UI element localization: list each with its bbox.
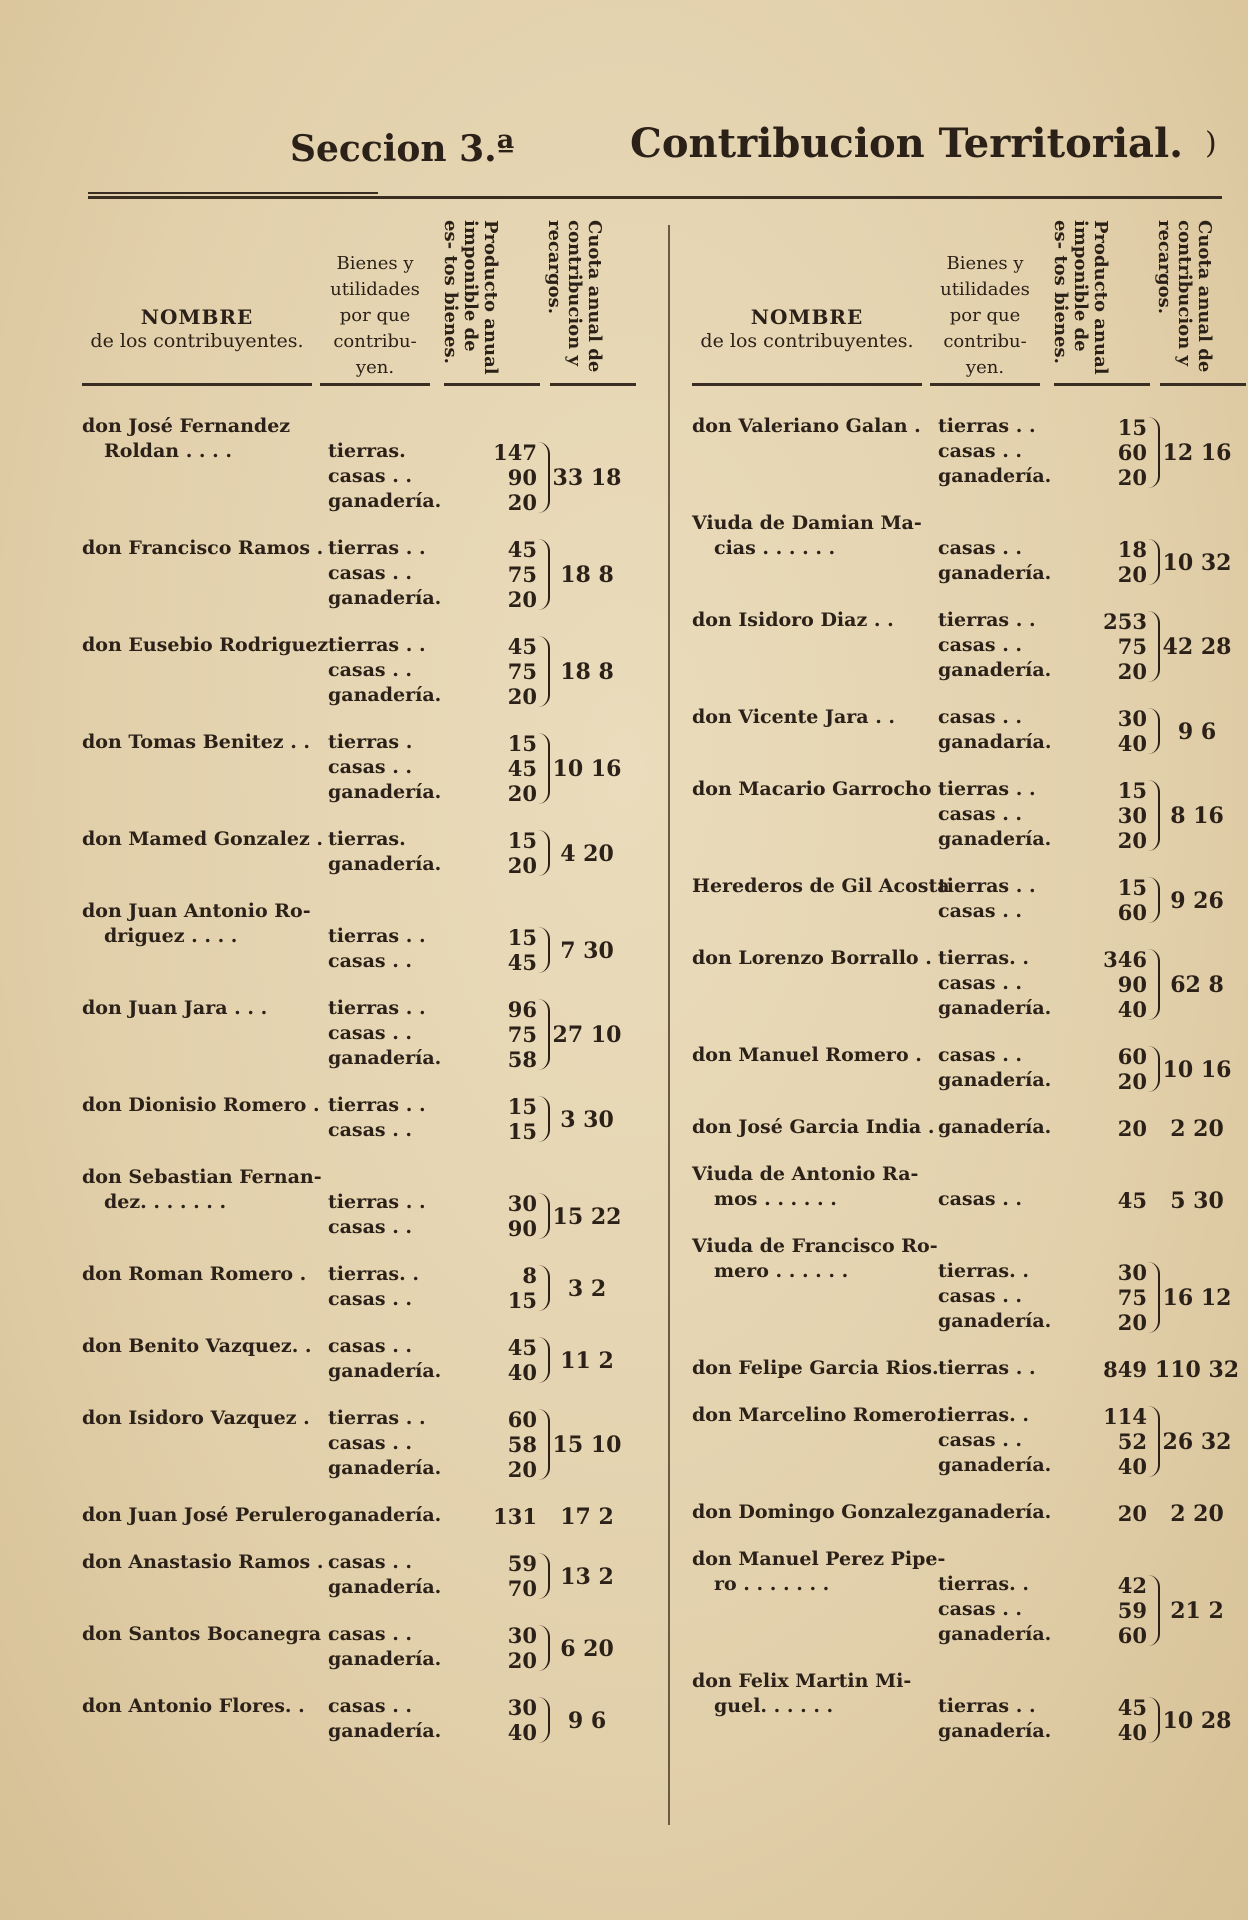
bienes-type: casas . . [328,1119,413,1141]
cuota-value: 110 32 [1154,1357,1240,1383]
header-rule [88,196,1222,199]
bienes-type: tierras . . [328,1407,426,1429]
bienes-type: casas . . [328,465,413,487]
producto-value: 30 [507,1623,537,1648]
cuota-value: 9 26 [1170,887,1224,914]
contributor-name: cias . . . . . . [714,537,836,559]
cuota-value: 6 20 [560,1635,614,1662]
producto-value: 30 [507,1695,537,1720]
bienes-type: tierras . . [938,778,1036,800]
producto-value: 20 [507,587,537,612]
contributor-entry [82,1263,642,1313]
cuota-value: 10 16 [552,756,622,782]
cuota-value: 42 28 [1162,634,1232,660]
producto-value: 59 [507,1551,537,1576]
cuota-value: 12 16 [1162,440,1232,466]
contributor-name: don Manuel Perez Pipe- [692,1548,946,1570]
contributor-entry [82,1335,642,1385]
bienes-type: ganadería. [328,1504,442,1526]
contributor-name: don Francisco Ramos . [82,537,324,559]
producto-value: 40 [507,1720,537,1745]
cuota-value: 3 2 [567,1275,607,1302]
producto-value: 58 [507,1047,537,1072]
producto-value: 75 [1117,634,1147,659]
producto-value: 60 [1117,440,1147,465]
producto-value: 20 [507,490,537,515]
bienes-type: ganadería. [328,1648,442,1670]
producto-value: 15 [1117,778,1147,803]
cuota-value: 33 18 [552,465,622,491]
bienes-header: Bienes y utilidades por que contribu- yen. [330,253,420,378]
contributor-name: mero . . . . . . [714,1260,849,1282]
producto-value: 20 [1117,828,1147,853]
producto-value: 40 [1117,1454,1147,1479]
name-header-bottom: de los contribuyentes. [90,330,304,352]
contributor-entry [82,1551,642,1601]
contributor-name: don Manuel Romero . [692,1044,922,1066]
section-label: Seccion 3.ª [290,128,515,170]
contributor-entry [82,1504,642,1529]
bienes-type: casas . . [938,1188,1023,1210]
bienes-header: Bienes y utilidades por que contribu- yen. [940,253,1030,378]
producto-value: 20 [1117,1310,1147,1335]
contributor-name: don Anastasio Ramos . [82,1551,324,1573]
producto-value: 45 [507,950,537,975]
page-title: Contribucion Territorial. [630,120,1184,167]
contributor-entry [692,512,1248,587]
contributor-name: don Isidoro Diaz . . [692,609,894,631]
bienes-type: ganadería. [938,1623,1052,1645]
producto-value: 40 [507,1360,537,1385]
producto-value: 20 [1117,1501,1147,1526]
producto-value: 15 [1117,415,1147,440]
cuota-value: 15 10 [552,1432,622,1458]
cuota-value: 9 6 [567,1707,607,1734]
contributor-entry [82,415,642,515]
bienes-type: casas . . [938,1044,1023,1066]
producto-value: 18 [1117,537,1147,562]
cuota-value: 9 6 [1177,718,1217,745]
bienes-type: tierras . . [938,415,1036,437]
producto-value: 20 [507,1457,537,1482]
producto-value: 45 [1117,1188,1147,1213]
contributor-entry [692,778,1248,853]
bienes-type: ganadería. [938,1310,1052,1332]
producto-value: 253 [1103,609,1147,634]
table-header [692,215,1248,385]
bienes-type: casas . . [328,659,413,681]
header-underline [550,383,636,386]
producto-value: 15 [507,828,537,853]
header-underline [1160,383,1246,386]
cuota-value: 13 2 [560,1563,614,1590]
contributor-entry [692,415,1248,490]
cuota-value: 16 12 [1162,1285,1232,1311]
bienes-type: tierras . . [328,1191,426,1213]
producto-value: 20 [1117,659,1147,684]
table-header [82,215,642,385]
contributor-name: don Isidoro Vazquez . [82,1407,310,1429]
contributor-name: don Roman Romero . [82,1263,307,1285]
bienes-type: casas . . [938,972,1023,994]
header-underline [444,383,540,386]
producto-value: 60 [1117,900,1147,925]
contributor-name: don Domingo Gonzalez [692,1501,938,1523]
producto-value: 20 [507,853,537,878]
producto-value: 849 [1103,1357,1147,1382]
producto-header: Producto anual imponible de es- tos bienes. [440,220,501,375]
producto-value: 30 [1117,706,1147,731]
bienes-type: ganadería. [328,1576,442,1598]
producto-value: 60 [507,1407,537,1432]
header-underline [1054,383,1150,386]
bienes-type: ganadería. [938,828,1052,850]
bienes-type: casas . . [328,1288,413,1310]
producto-value: 131 [493,1504,537,1529]
header-underline [82,383,312,386]
bienes-type: tierras. [328,828,406,850]
cuota-value: 26 32 [1162,1429,1232,1455]
bienes-type: ganadería. [938,1501,1052,1523]
producto-value: 346 [1103,947,1147,972]
contributor-name: mos . . . . . . [714,1188,837,1210]
producto-value: 58 [507,1432,537,1457]
contributor-entry [692,1044,1248,1094]
contributor-name: don Lorenzo Borrallo . [692,947,932,969]
cuota-value: 3 30 [560,1106,614,1133]
contributor-name: ro . . . . . . . [714,1573,830,1595]
contributor-name: don Felipe Garcia Rios. [692,1357,939,1379]
producto-value: 20 [507,684,537,709]
bienes-type: casas . . [938,1598,1023,1620]
contributor-entry [692,1357,1248,1382]
bienes-type: tierras . . [938,875,1036,897]
contributor-entry [82,731,642,806]
producto-value: 30 [1117,803,1147,828]
bienes-type: casas . . [938,1285,1023,1307]
bienes-type: ganadería. [328,1457,442,1479]
contributor-entry [82,1166,642,1241]
contributor-name: don Juan Antonio Ro- [82,900,311,922]
bienes-type: tierras. . [938,1573,1029,1595]
bienes-type: tierras . . [328,537,426,559]
header-underline [930,383,1040,386]
bienes-type: tierras. . [938,1404,1029,1426]
producto-value: 15 [507,1288,537,1313]
contributor-name: don Macario Garrocho [692,778,932,800]
contributor-entry [692,1163,1248,1213]
producto-value: 52 [1117,1429,1147,1454]
contributor-name: Viuda de Antonio Ra- [692,1163,919,1185]
header-rule-short [88,192,378,194]
producto-value: 30 [507,1191,537,1216]
contributor-name: driguez . . . . [104,925,238,947]
bienes-type: tierras . . [938,1695,1036,1717]
cuota-header: Cuota anual de contribucion y recargos. [544,220,605,373]
name-header-top: NOMBRE [140,305,254,329]
producto-value: 114 [1103,1404,1147,1429]
producto-value: 20 [1117,562,1147,587]
producto-value: 59 [1117,1598,1147,1623]
contributor-name: don Juan Jara . . . [82,997,268,1019]
contributor-entry [82,828,642,878]
bienes-type: ganadería. [328,853,442,875]
producto-header: Producto anual imponible de es- tos bienes. [1050,220,1111,375]
bienes-type: tierras . . [938,609,1036,631]
bienes-type: ganadería. [328,490,442,512]
contributor-entry [82,997,642,1072]
contributor-entry [692,1235,1248,1335]
bienes-type: ganadería. [328,1720,442,1742]
producto-value: 45 [507,756,537,781]
contributor-entry [692,1501,1248,1526]
contributor-entry [692,706,1248,756]
contributor-name: don Valeriano Galan . [692,415,921,437]
bienes-type: tierras . [328,731,413,753]
page-mark: ) [1205,126,1217,161]
contributor-name: don Sebastian Fernan- [82,1166,322,1188]
producto-value: 45 [1117,1695,1147,1720]
contributor-name: Viuda de Damian Ma- [692,512,922,534]
producto-value: 40 [1117,1720,1147,1745]
contributor-entry [692,1670,1248,1745]
producto-value: 30 [1117,1260,1147,1285]
contributor-entry [82,1407,642,1482]
header-underline [692,383,922,386]
producto-value: 8 [522,1263,537,1288]
cuota-value: 15 22 [552,1203,622,1230]
bienes-type: casas . . [328,562,413,584]
cuota-value: 4 20 [560,840,614,867]
cuota-value: 7 30 [560,937,614,964]
producto-value: 15 [1117,875,1147,900]
producto-value: 42 [1117,1573,1147,1598]
bienes-type: ganadería. [328,1047,442,1069]
bienes-type: casas . . [938,440,1023,462]
bienes-type: ganadería. [328,1360,442,1382]
cuota-value: 10 16 [1162,1056,1232,1083]
producto-value: 15 [507,1094,537,1119]
producto-value: 90 [1117,972,1147,997]
bienes-type: tierras . . [328,997,426,1019]
name-header-top: NOMBRE [750,305,864,329]
producto-value: 147 [493,440,537,465]
producto-value: 15 [507,731,537,756]
bienes-type: casas . . [328,1432,413,1454]
contributor-name: don Tomas Benitez . . [82,731,311,753]
contributor-entry [82,537,642,612]
cuota-value: 62 8 [1170,972,1224,998]
contributor-name: don José Fernandez [82,415,291,437]
producto-value: 15 [507,925,537,950]
bienes-type: ganadería. [328,587,442,609]
bienes-type: ganadería. [938,997,1052,1019]
contributor-entry [82,900,642,975]
cuota-value: 2 20 [1170,1116,1224,1142]
page-header [0,118,1248,178]
contributor-entry [692,875,1248,925]
bienes-type: ganadaría. [938,731,1052,753]
bienes-type: tierras . . [328,925,426,947]
bienes-type: tierras. . [328,1263,419,1285]
right-column [692,215,1248,1795]
header-underline [320,383,430,386]
cuota-value: 8 16 [1170,803,1224,829]
cuota-value: 11 2 [560,1347,614,1374]
contributor-name: don Juan José Perulero [82,1504,327,1526]
cuota-value: 21 2 [1170,1598,1224,1624]
producto-value: 40 [1117,731,1147,756]
contributor-name: don Vicente Jara . . [692,706,896,728]
producto-value: 90 [507,1216,537,1241]
contributor-name: don Santos Bocanegra . [82,1623,335,1645]
producto-value: 75 [507,1022,537,1047]
bienes-type: casas . . [938,900,1023,922]
producto-value: 20 [1117,1116,1147,1141]
cuota-value: 2 20 [1170,1501,1224,1527]
contributor-entry [82,1695,642,1745]
name-header [692,305,922,353]
cuota-value: 18 8 [560,562,614,588]
bienes-type: tierras . . [938,1357,1036,1379]
producto-value: 40 [1117,997,1147,1022]
producto-value: 75 [507,562,537,587]
producto-value: 60 [1117,1623,1147,1648]
producto-value: 15 [507,1119,537,1144]
cuota-value: 10 32 [1162,549,1232,576]
name-header [82,305,312,353]
bienes-type: casas . . [328,1551,413,1573]
contributor-name: Viuda de Francisco Ro- [692,1235,938,1257]
cuota-value: 27 10 [552,1022,622,1048]
bienes-type: casas . . [938,537,1023,559]
bienes-type: tierras. [328,440,406,462]
producto-value: 75 [507,659,537,684]
contributor-entry [692,1548,1248,1648]
producto-value: 45 [507,1335,537,1360]
cuota-value: 18 8 [560,659,614,685]
cuota-value: 17 2 [560,1504,614,1530]
contributor-name: don Mamed Gonzalez . [82,828,323,850]
bienes-type: casas . . [328,1216,413,1238]
contributor-name: dez. . . . . . . [104,1191,227,1213]
bienes-type: casas . . [328,950,413,972]
bienes-type: casas . . [328,1022,413,1044]
bienes-type: casas . . [938,706,1023,728]
bienes-type: casas . . [938,803,1023,825]
bienes-type: ganadería. [938,1069,1052,1091]
bienes-type: tierras . . [328,1094,426,1116]
bienes-type: tierras. . [938,1260,1029,1282]
contributor-name: guel. . . . . . [714,1695,834,1717]
contributor-name: don Eusebio Rodriguez. [82,634,335,656]
producto-value: 20 [507,781,537,806]
contributor-entry [692,1404,1248,1479]
contributor-entry [692,609,1248,684]
contributor-name: don Marcelino Romero. [692,1404,943,1426]
producto-value: 20 [1117,1069,1147,1094]
producto-value: 60 [1117,1044,1147,1069]
bienes-type: ganadería. [938,1720,1052,1742]
column-separator [668,225,670,1825]
bienes-type: ganadería. [938,465,1052,487]
bienes-type: casas . . [938,634,1023,656]
cuota-value: 5 30 [1170,1188,1224,1214]
producto-value: 90 [507,465,537,490]
cuota-header: Cuota anual de contribucion y recargos. [1154,220,1215,373]
contributor-entry [692,947,1248,1022]
left-column [82,215,642,1795]
contributor-name: don Dionisio Romero . [82,1094,320,1116]
contributor-entry [82,634,642,709]
bienes-type: casas . . [328,1623,413,1645]
bienes-type: ganadería. [938,1454,1052,1476]
producto-value: 75 [1117,1285,1147,1310]
contributor-entry [82,1094,642,1144]
contributor-name: Roldan . . . . [104,440,233,462]
bienes-type: casas . . [328,1335,413,1357]
producto-value: 96 [507,997,537,1022]
contributor-name: don Benito Vazquez. . [82,1335,312,1357]
contributor-entry [692,1116,1248,1141]
bienes-type: tierras . . [328,634,426,656]
bienes-type: casas . . [938,1429,1023,1451]
contributor-entry [82,1623,642,1673]
contributor-name: don José Garcia India . [692,1116,935,1138]
contributor-name: don Felix Martin Mi- [692,1670,912,1692]
bienes-type: ganadería. [938,1116,1052,1138]
producto-value: 20 [1117,465,1147,490]
bienes-type: ganadería. [328,684,442,706]
contributor-name: don Antonio Flores. . [82,1695,305,1717]
producto-value: 45 [507,537,537,562]
bienes-type: ganadería. [328,781,442,803]
producto-value: 45 [507,634,537,659]
producto-value: 70 [507,1576,537,1601]
bienes-type: ganadería. [938,562,1052,584]
bienes-type: casas . . [328,1695,413,1717]
contributor-name: Herederos de Gil Acosta [692,875,950,897]
name-header-bottom: de los contribuyentes. [700,330,914,352]
producto-value: 20 [507,1648,537,1673]
cuota-value: 10 28 [1162,1707,1232,1734]
bienes-type: tierras. . [938,947,1029,969]
bienes-type: casas . . [328,756,413,778]
bienes-type: ganadería. [938,659,1052,681]
